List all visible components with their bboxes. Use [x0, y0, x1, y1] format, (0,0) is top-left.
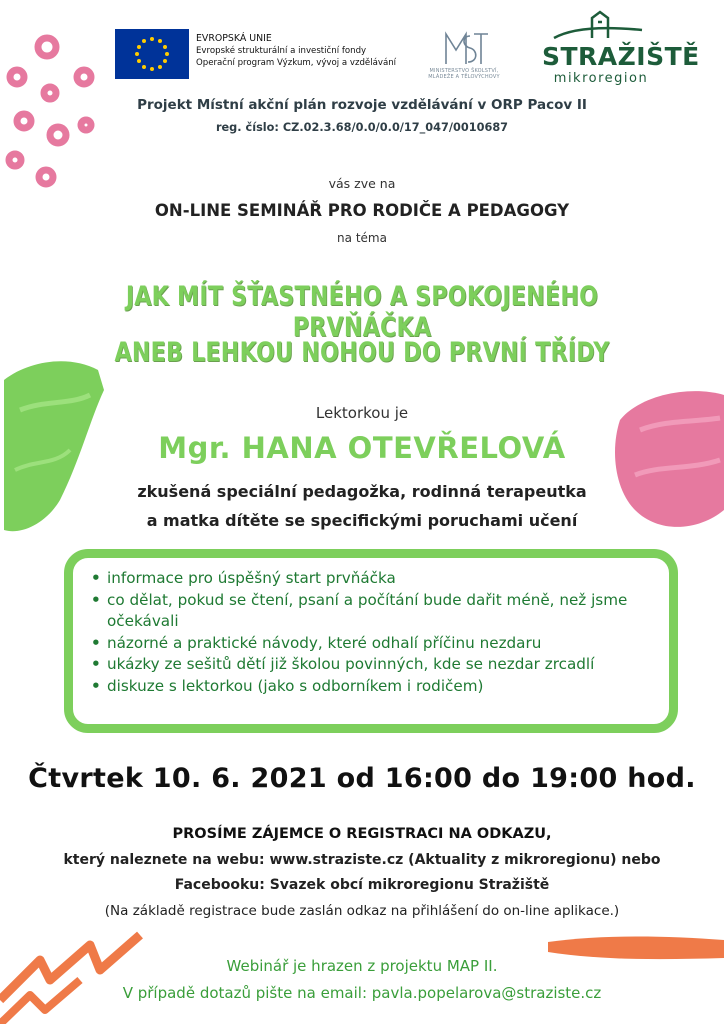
seminar-heading: ON-LINE SEMINÁŘ PRO RODIČE A PEDAGOGY: [154, 201, 570, 220]
eu-line2: Evropské strukturální a investiční fondy: [196, 46, 367, 56]
eu-logo-text: [196, 33, 396, 69]
topic-item: • informace pro úspěšný start prvňáčka: [91, 568, 677, 590]
tower-icon: [542, 8, 660, 44]
topic-item: • ukázky ze sešitů dětí již školou povinných, kde se nezdar zrcadlí: [91, 654, 667, 676]
straziste-logo: [542, 8, 700, 90]
msmt-logo: [418, 30, 510, 80]
registration-heading: PROSÍME ZÁJEMCE O REGISTRACI NA ODKAZU,: [172, 826, 552, 842]
orange-stroke-left-decoration: [0, 930, 150, 1024]
invite-text: vás zve na: [328, 176, 396, 191]
funding-note: Webinář je hrazen z projektu MAP II.: [226, 957, 498, 975]
topics-box: [64, 549, 678, 733]
eu-line1: EVROPSKÁ UNIE: [196, 33, 272, 44]
msmt-line1: MINISTERSTVO ŠKOLSTVÍ,: [429, 68, 499, 74]
registration-facebook: Facebooku: Svazek obcí mikroregionu Stražiště: [174, 877, 550, 893]
registration-note: (Na základě registrace bude zaslán odkaz na přihlášení do on-line aplikace.): [104, 903, 620, 919]
event-date: Čtvrtek 10. 6. 2021 od 16:00 do 19:00 hod.: [28, 763, 696, 794]
eu-line3: Operační program Výzkum, vývoj a vzdělávání: [196, 58, 397, 68]
msmt-mark-icon: [418, 30, 510, 68]
project-title: Projekt Místní akční plán rozvoje vzdělávání v ORP Pacov II: [137, 97, 587, 113]
msmt-line2: MLÁDEŽE A TĚLOVÝCHOVY: [428, 74, 500, 80]
straziste-sub: mikroregion: [553, 71, 649, 86]
registration-web: který naleznete na webu: www.straziste.cz (Aktuality z mikroregionu) nebo: [63, 852, 661, 868]
contact-email: V případě dotazů pište na email: pavla.popelarova@straziste.cz: [122, 984, 602, 1002]
seminar-title-line1: JAK MÍT ŠŤASTNÉHO A SPOKOJENÉHO PRVŇÁČKA: [125, 281, 599, 343]
lector-description-line1: zkušená speciální pedagožka, rodinná terapeutka: [137, 482, 587, 501]
topic-item: • co dělat, pokud se čtení, psaní a počítání bude dařit méně, než jsme očekávali: [91, 590, 677, 633]
topic-item: • názorné a praktické návody, které odhalí příčinu nezdaru: [91, 633, 677, 655]
lector-name: Mgr. HANA OTEVŘELOVÁ: [158, 431, 566, 465]
straziste-name: STRAŽIŠTĚ: [542, 42, 700, 71]
tema-text: na téma: [337, 231, 387, 245]
project-reg-number: reg. číslo: CZ.02.3.68/0.0/0.0/17_047/0010687: [215, 121, 509, 134]
seminar-title-line2: ANEB LEHKOU NOHOU DO PRVNÍ TŘÍDY: [114, 337, 610, 368]
eu-flag-logo: [115, 29, 189, 79]
lector-description-line2: a matka dítěte se specifickými poruchami učení: [146, 511, 578, 530]
lector-intro: Lektorkou je: [315, 404, 409, 422]
eu-stars-icon: [115, 29, 189, 79]
topics-list: [91, 568, 677, 697]
topic-item: • diskuze s lektorkou (jako s odborníkem i rodičem): [91, 676, 677, 698]
